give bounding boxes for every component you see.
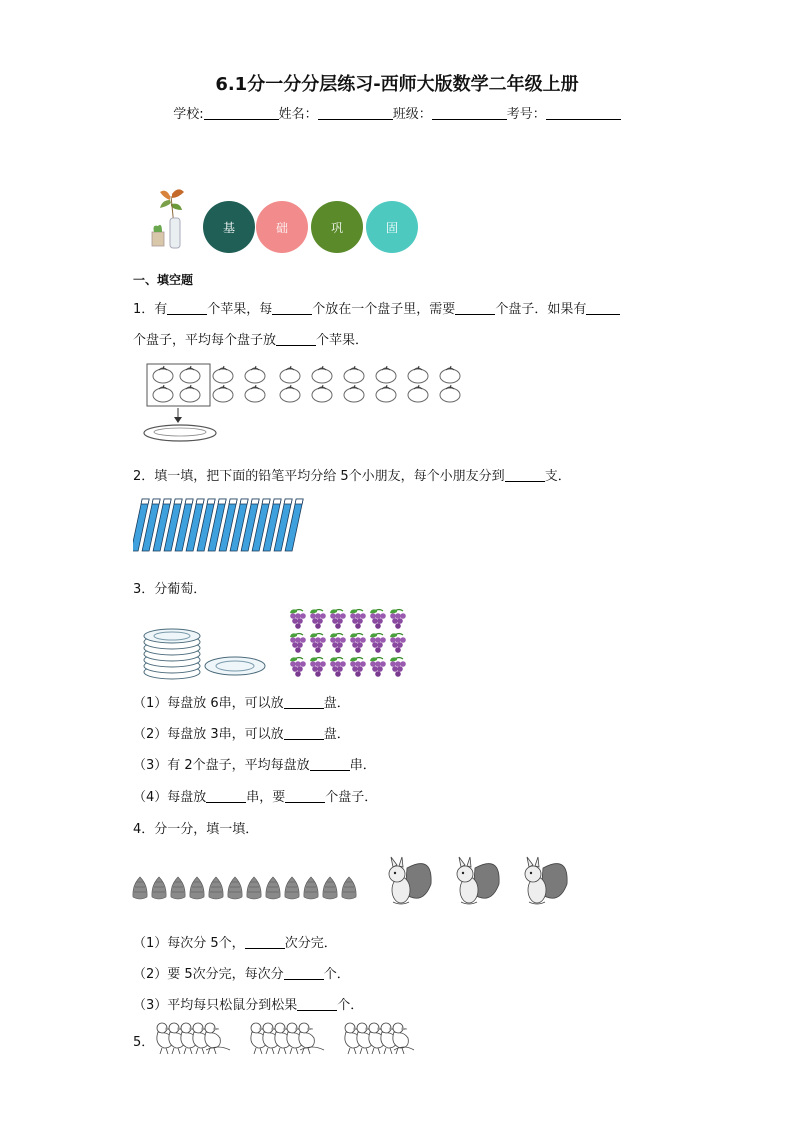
q3-blank-2[interactable] bbox=[284, 726, 324, 740]
q4-text: （2）要 5次分完，每次分 bbox=[133, 967, 284, 982]
q3-text: （1）每盘放 6串，可以放 bbox=[133, 696, 284, 711]
section-heading: 一、填空题 bbox=[133, 273, 194, 287]
q4-blank-1[interactable] bbox=[245, 935, 285, 949]
q3-text: 串，要 bbox=[246, 790, 286, 805]
q4-text: 个． bbox=[323, 967, 350, 982]
q1-line2 bbox=[133, 329, 368, 348]
q3-heading: 3．分葡萄． bbox=[133, 582, 207, 597]
q3-text: 串． bbox=[349, 758, 376, 773]
q1-blank-2[interactable] bbox=[272, 301, 312, 315]
q1-text: 个盘子，平均每个盘子放 bbox=[133, 333, 277, 348]
q4-sub3 bbox=[133, 994, 363, 1013]
q3-sub4 bbox=[133, 786, 377, 805]
q1-blank-1[interactable] bbox=[167, 301, 207, 315]
exam-blank[interactable] bbox=[546, 105, 621, 120]
q3-text: 盘． bbox=[323, 727, 350, 742]
q1-text: 个苹果． bbox=[316, 333, 369, 348]
banner-circle-3: 巩 bbox=[311, 201, 363, 253]
q4-text: 次分完． bbox=[284, 936, 337, 951]
school-label: 学校: bbox=[173, 107, 204, 122]
q3-text: （4）每盘放 bbox=[133, 790, 207, 805]
apples-and-plate-illustration bbox=[140, 360, 470, 446]
q1-text: 个苹果，每 bbox=[207, 302, 273, 317]
q4-text: 个． bbox=[337, 998, 364, 1013]
q2-line bbox=[133, 465, 571, 484]
pinecones-and-squirrels-illustration bbox=[131, 852, 601, 918]
pencils-illustration bbox=[133, 495, 313, 557]
banner-circle-2: 础 bbox=[256, 201, 308, 253]
banner-circle-1: 基 bbox=[203, 201, 255, 253]
q4-text: （3）平均每只松鼠分到松果 bbox=[133, 998, 298, 1013]
banner-circle-4: 固 bbox=[366, 201, 418, 253]
q1-text: 1．有 bbox=[133, 302, 168, 317]
q3-text: （3）有 2个盘子，平均每盘放 bbox=[133, 758, 310, 773]
q1-blank-3[interactable] bbox=[455, 301, 495, 315]
q4-sub2 bbox=[133, 963, 350, 982]
q3-text: （2）每盘放 3串，可以放 bbox=[133, 727, 284, 742]
q1-text: 个盘子．如果有 bbox=[495, 302, 587, 317]
q2-blank[interactable] bbox=[505, 468, 545, 482]
q3-blank-1[interactable] bbox=[284, 695, 324, 709]
exam-label: 考号： bbox=[506, 107, 546, 122]
q4-blank-3[interactable] bbox=[297, 997, 337, 1011]
q3-blank-4[interactable] bbox=[206, 789, 246, 803]
q1-text: 个放在一个盘子里，需要 bbox=[312, 302, 456, 317]
q4-text: （1）每次分 5个， bbox=[133, 936, 245, 951]
q4-sub1 bbox=[133, 932, 337, 951]
q3-text: 盘． bbox=[323, 696, 350, 711]
q2-text: 支． bbox=[544, 469, 571, 484]
q3-sub1 bbox=[133, 692, 350, 711]
vase-plant-icon bbox=[148, 186, 192, 252]
name-blank[interactable] bbox=[318, 105, 393, 120]
class-label: 班级： bbox=[392, 107, 432, 122]
school-blank[interactable] bbox=[204, 105, 279, 120]
q4-blank-2[interactable] bbox=[284, 966, 324, 980]
grapes-illustration bbox=[287, 606, 409, 680]
q1-blank-5[interactable] bbox=[276, 332, 316, 346]
q1-line1 bbox=[133, 298, 620, 317]
q1-blank-4[interactable] bbox=[586, 301, 620, 315]
page-title: 6.1分一分分层练习-西师大版数学二年级上册 bbox=[215, 74, 579, 95]
student-info-line bbox=[0, 103, 794, 122]
q4-heading: 4．分一分，填一填． bbox=[133, 822, 259, 837]
q5-heading: 5． bbox=[133, 1035, 155, 1050]
q3-text: 个盘子． bbox=[325, 790, 378, 805]
ducks-illustration bbox=[152, 1018, 422, 1058]
q3-blank-3[interactable] bbox=[310, 757, 350, 771]
q3-sub2 bbox=[133, 723, 350, 742]
q3-blank-5[interactable] bbox=[285, 789, 325, 803]
q3-sub3 bbox=[133, 754, 376, 773]
name-label: 姓名： bbox=[278, 107, 318, 122]
plates-illustration bbox=[140, 604, 270, 684]
class-blank[interactable] bbox=[432, 105, 507, 120]
q2-text: 2．填一填，把下面的铅笔平均分给 5个小朋友，每个小朋友分到 bbox=[133, 469, 505, 484]
